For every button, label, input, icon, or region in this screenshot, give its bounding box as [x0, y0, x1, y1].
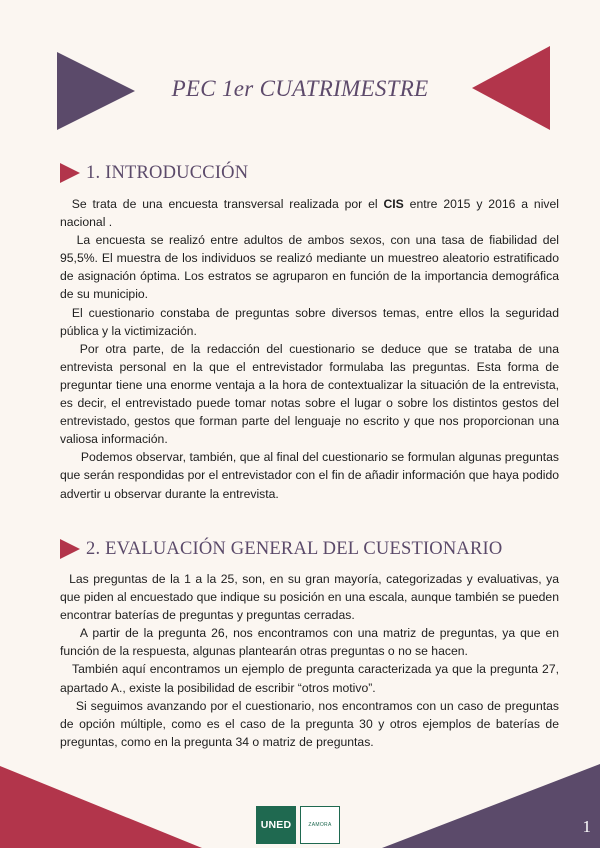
paragraph [60, 195, 559, 231]
paragraph: Las preguntas de la 1 a la 25, son, en su gran mayoría, categorizadas y evaluativas, ya que piden al encuestado que indique su posición en una escala, aunque también se pueden encontrar baterías de preguntas y preguntas cerradas. [60, 572, 563, 623]
triangle-bullet-icon [60, 539, 80, 559]
uned-logo: UNED [256, 806, 296, 844]
section-title-text: 2. EVALUACIÓN GENERAL DEL CUESTIONARIO [86, 538, 503, 559]
cis-bold-text: CIS [383, 197, 404, 211]
paragraph-text: entre 2015 y 2016 a nivel nacional . [60, 197, 559, 230]
footer-left-triangle [0, 766, 202, 848]
section-heading-evaluacion [60, 537, 502, 561]
paragraph: A partir de la pregunta 26, nos encontramos con una matriz de preguntas, ya que en función de la respuesta, algunas plantearán otras preguntas o no se hacen. [60, 626, 563, 659]
footer-right-triangle [382, 764, 600, 848]
paragraph: El cuestionario constaba de preguntas sobre diversos temas, entre ellos la seguridad pública y la victimización. [60, 305, 563, 338]
paragraph: Por otra parte, de la redacción del cuestionario se deduce que se trataba de una entrevista personal en la que el entrevistador formulaba las preguntas. Esta forma de preguntar tiene una enorme ventaja a la hora de contextualizar la situación de la entrevista, es decir, el entrevistado puede tomar notas sobre el lugar o sobre los distintos gestos del entrevistado, gestos que forman parte del lenguaje no escrito y que nos proporcionan una valiosa información. [60, 341, 563, 447]
paragraph-text: Se trata de una encuesta transversal realizada por el [60, 197, 384, 211]
section-body-introduccion [60, 195, 563, 503]
paragraph: Podemos observar, también, que al final del cuestionario se formulan algunas preguntas que serán respondidas por el entrevistador con el fin de añadir información que haya podido advertir u observar durante la entrevista. [60, 450, 563, 501]
paragraph: Si seguimos avanzando por el cuestionario, nos encontramos con un caso de preguntas de opción múltiple, como es el caso de la pregunta 30 y otros ejemplos de baterías de preguntas, como en la pregunta 34 o matriz de preguntas. [60, 698, 563, 749]
section-heading-introduccion [60, 161, 248, 185]
document-title: PEC 1er CUATRIMESTRE [171, 76, 429, 101]
page-number: 1 [582, 817, 591, 836]
section-body-evaluacion [60, 570, 563, 751]
paragraph: También aquí encontramos un ejemplo de pregunta caracterizada ya que la pregunta 27, apartado A., existe la posibilidad de escribir “otros motivo”. [60, 662, 563, 695]
triangle-bullet-icon [60, 163, 80, 183]
zamora-logo: ZAMORA [300, 806, 340, 844]
section-title-text: 1. INTRODUCCIÓN [86, 162, 249, 183]
paragraph: La encuesta se realizó entre adultos de ambos sexos, con una tasa de fiabilidad del 95,5%. El muestra de los individuos se realizó mediante un muestreo aleatorio estratificado de asignación óptima. Los estratos se agruparon en función de la importancia demográfica de su municipio. [60, 233, 563, 302]
